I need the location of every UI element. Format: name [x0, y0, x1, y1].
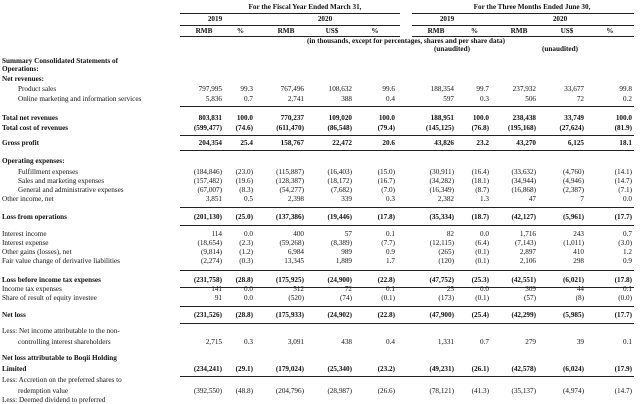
- table-cell: 33,677: [564, 85, 584, 93]
- unit-header-9: %: [606, 27, 614, 35]
- table-cell: (41.3): [471, 387, 489, 395]
- unit-header-8: US$: [560, 27, 574, 35]
- row-label: controlling interest shareholders: [18, 338, 111, 346]
- table-cell: (18.1): [471, 177, 489, 185]
- table-cell: (26.6): [377, 387, 395, 395]
- table-cell: (0.3): [239, 257, 253, 265]
- table-cell: 33,749: [564, 114, 584, 122]
- table-cell: 0.4: [386, 338, 395, 346]
- table-cell: 100.0: [236, 114, 253, 122]
- table-cell: (67,007): [197, 186, 222, 194]
- table-cell: (0.1): [475, 248, 489, 256]
- table-cell: (16.4): [471, 168, 489, 176]
- quarter-header-rule: [412, 13, 634, 14]
- table-cell: (234,241): [193, 365, 222, 373]
- table-cell: 1.3: [480, 195, 489, 203]
- table-cell: (0.0): [618, 294, 632, 302]
- table-cell: (25.4): [471, 311, 489, 319]
- table-cell: (17.7): [614, 311, 632, 319]
- table-cell: (4,946): [563, 177, 584, 185]
- table-cell: (14.7): [614, 387, 632, 395]
- row-label: Loss before income tax expenses: [2, 276, 101, 284]
- table-cell: 20.6: [382, 139, 395, 147]
- table-cell: 5,836: [205, 95, 222, 103]
- table-cell: 767,496: [280, 85, 304, 93]
- table-cell: (7.7): [381, 239, 395, 247]
- year-rule-quarter: [412, 25, 634, 26]
- table-cell: (18.7): [471, 213, 489, 221]
- table-cell: 0.0: [244, 285, 253, 293]
- row-label: Fair value change of derivative liabilities: [2, 257, 120, 265]
- table-cell: 99.6: [382, 85, 395, 93]
- row-label: Fulfillment expenses: [18, 168, 79, 176]
- table-cell: (35,137): [511, 387, 536, 395]
- year-rule: [180, 25, 400, 26]
- table-cell: 7: [580, 195, 584, 203]
- table-cell: 99.3: [240, 85, 253, 93]
- row-label: Interest income: [2, 230, 47, 238]
- table-cell: (29.1): [235, 365, 253, 373]
- table-cell: (74.6): [235, 124, 253, 132]
- table-cell: (14.7): [614, 177, 632, 185]
- table-cell: 1,716: [519, 230, 536, 238]
- table-cell: (42,127): [511, 213, 536, 221]
- row-label: Interest expense: [2, 239, 49, 247]
- table-cell: (16,403): [327, 168, 352, 176]
- table-cell: (7,143): [515, 239, 536, 247]
- table-cell: (35,334): [429, 213, 454, 221]
- table-cell: 100.0: [615, 114, 632, 122]
- table-cell: (0.1): [475, 257, 489, 265]
- table-cell: 309: [525, 285, 536, 293]
- table-cell: (179,024): [275, 365, 304, 373]
- table-cell: (24,900): [327, 276, 352, 284]
- table-cell: (7.0): [381, 186, 395, 194]
- table-cell: 0.0: [480, 230, 489, 238]
- row-label: General and administrative expenses: [18, 186, 124, 194]
- row-label: Operating expenses:: [2, 157, 65, 165]
- table-cell: (7.1): [618, 186, 632, 194]
- table-cell: 0.0: [244, 230, 253, 238]
- table-cell: 1,889: [335, 257, 352, 265]
- table-cell: (86,548): [327, 124, 352, 132]
- row-label: Loss from operations: [2, 213, 67, 221]
- table-cell: 1.7: [386, 257, 395, 265]
- table-cell: (28.8): [235, 276, 253, 284]
- table-cell: (8.3): [239, 186, 253, 194]
- table-cell: 3,851: [205, 195, 222, 203]
- table-cell: (231,526): [193, 311, 222, 319]
- table-cell: 298: [573, 257, 584, 265]
- row-label: Online marketing and information services: [18, 95, 142, 103]
- table-cell: 243: [573, 230, 584, 238]
- table-cell: 25: [446, 285, 454, 293]
- row-label: Gross profit: [2, 139, 40, 147]
- table-cell: 188,354: [430, 85, 454, 93]
- table-cell: (34,282): [429, 177, 454, 185]
- table-cell: (18,654): [197, 239, 222, 247]
- rule-gross-profit-bottom: [180, 150, 634, 151]
- table-cell: 188,951: [430, 114, 454, 122]
- table-cell: (8.7): [475, 186, 489, 194]
- row-label: Summary Consolidated Statements of: [2, 57, 118, 65]
- rule-loss-before-tax-bottom: [180, 287, 634, 288]
- table-cell: (18,172): [327, 177, 352, 185]
- table-cell: (42,551): [511, 276, 536, 284]
- table-cell: (79.4): [377, 124, 395, 132]
- table-cell: 0.2: [623, 95, 632, 103]
- table-cell: 100.0: [472, 114, 489, 122]
- table-cell: (7,682): [331, 186, 352, 194]
- table-cell: 0.7: [480, 338, 489, 346]
- unit-header-6: %: [470, 27, 479, 35]
- fiscal-header-rule: [180, 13, 400, 14]
- table-cell: (25,340): [327, 365, 352, 373]
- table-cell: 2,106: [519, 257, 536, 265]
- table-cell: (49,231): [429, 365, 454, 373]
- row-label: Operations:: [2, 65, 39, 73]
- rule-net-loss-top: [180, 306, 634, 307]
- rule-gross-profit-top: [180, 135, 634, 136]
- table-cell: 770,237: [280, 114, 304, 122]
- table-cell: 99.8: [619, 85, 632, 93]
- table-cell: (19.6): [235, 177, 253, 185]
- table-cell: (47,752): [429, 276, 454, 284]
- table-cell: (74): [340, 294, 352, 302]
- rule-loss-ops-top: [180, 207, 634, 208]
- table-cell: (15.0): [377, 168, 395, 176]
- table-cell: 1.2: [623, 248, 632, 256]
- year-2020-fiscal: 2020: [317, 15, 333, 23]
- table-cell: (30,911): [429, 168, 454, 176]
- unit-header-3: US$: [325, 27, 339, 35]
- table-cell: (175,933): [275, 311, 304, 319]
- table-cell: 279: [525, 338, 536, 346]
- table-cell: 0.1: [386, 285, 395, 293]
- table-cell: 72: [576, 95, 584, 103]
- table-cell: (392,550): [193, 387, 222, 395]
- rule-revenue-subtotal: [180, 106, 634, 107]
- table-cell: (2.3): [239, 239, 253, 247]
- table-cell: (42,299): [511, 311, 536, 319]
- table-cell: (9,814): [201, 248, 222, 256]
- table-cell: (22.8): [377, 276, 395, 284]
- row-label: Other income, net: [2, 195, 54, 203]
- table-cell: (1.2): [239, 248, 253, 256]
- table-cell: 0.7: [623, 230, 632, 238]
- table-cell: 512: [293, 285, 304, 293]
- table-cell: (12,115): [429, 239, 454, 247]
- row-label: Sales and marketing expenses: [18, 177, 105, 185]
- table-cell: 158,767: [280, 139, 304, 147]
- table-cell: 0.5: [244, 195, 253, 203]
- table-cell: 57: [344, 230, 352, 238]
- row-label: Share of result of equity investee: [2, 294, 97, 302]
- table-cell: (520): [288, 294, 304, 302]
- table-cell: (201,130): [193, 213, 222, 221]
- table-cell: (28.8): [235, 311, 253, 319]
- table-cell: 0.9: [386, 248, 395, 256]
- table-cell: 400: [293, 230, 304, 238]
- table-cell: (265): [438, 248, 454, 256]
- fiscal-year-header: For the Fiscal Year Ended March 31,: [248, 3, 362, 11]
- table-cell: (42,578): [511, 365, 536, 373]
- table-cell: 0.1: [386, 230, 395, 238]
- row-label: Net loss: [2, 311, 26, 319]
- row-label: Net revenues:: [2, 75, 44, 83]
- row-label: Less: Deemed dividend to preferred: [2, 396, 106, 404]
- table-cell: (4,760): [563, 168, 584, 176]
- table-cell: (8,389): [331, 239, 352, 247]
- table-cell: (48.8): [235, 387, 253, 395]
- table-cell: (231,758): [193, 276, 222, 284]
- table-cell: (23.2): [377, 365, 395, 373]
- table-cell: (16,349): [429, 186, 454, 194]
- table-cell: 0.3: [386, 195, 395, 203]
- table-cell: (81.9): [614, 124, 632, 132]
- table-cell: 2,741: [287, 95, 304, 103]
- table-cell: (175,925): [275, 276, 304, 284]
- table-cell: (22.8): [377, 311, 395, 319]
- table-cell: 3,091: [287, 338, 304, 346]
- table-cell: (76.8): [471, 124, 489, 132]
- table-cell: 410: [573, 248, 584, 256]
- table-cell: 2,715: [205, 338, 222, 346]
- table-cell: (6,024): [563, 365, 584, 373]
- table-cell: (17.9): [614, 365, 632, 373]
- table-cell: 0.9: [623, 257, 632, 265]
- table-cell: 2,398: [287, 195, 304, 203]
- table-cell: (3.0): [618, 239, 632, 247]
- table-cell: (26.1): [471, 365, 489, 373]
- table-cell: (33,632): [511, 168, 536, 176]
- table-cell: 0.7: [244, 95, 253, 103]
- table-cell: 803,831: [198, 114, 222, 122]
- table-cell: (19,446): [327, 213, 352, 221]
- unit-header-2: RMB: [277, 27, 295, 35]
- table-cell: 0.3: [480, 95, 489, 103]
- table-cell: 82: [446, 230, 454, 238]
- table-cell: (27,624): [559, 124, 584, 132]
- table-cell: (611,470): [276, 124, 304, 132]
- rule-attrib-bottom: [180, 376, 634, 377]
- table-cell: 13,345: [284, 257, 304, 265]
- table-cell: 989: [341, 248, 352, 256]
- table-cell: 1,331: [437, 338, 454, 346]
- table-cell: 109,020: [328, 114, 352, 122]
- table-cell: 0.0: [480, 285, 489, 293]
- row-label: Product sales: [18, 85, 57, 93]
- table-cell: (599,477): [193, 124, 222, 132]
- row-label: Total cost of revenues: [2, 124, 69, 132]
- table-cell: 108,632: [328, 85, 352, 93]
- table-cell: (17.8): [377, 213, 395, 221]
- year-2019-quarter: 2019: [439, 15, 455, 23]
- table-cell: (59,268): [279, 239, 304, 247]
- unit-header-4: %: [371, 27, 379, 35]
- table-cell: 597: [443, 95, 454, 103]
- rule-loss-ops-bottom: [180, 225, 634, 226]
- table-cell: 506: [525, 95, 536, 103]
- row-label: Less: Accretion on the preferred shares to: [2, 376, 122, 384]
- table-cell: (5,985): [563, 311, 584, 319]
- row-label: Other gains (losses), net: [2, 248, 72, 256]
- table-cell: 91: [214, 294, 222, 302]
- table-cell: 388: [341, 95, 352, 103]
- table-cell: 99.7: [476, 85, 489, 93]
- table-cell: 72: [344, 285, 352, 293]
- table-cell: 141: [211, 285, 222, 293]
- table-cell: (47,900): [429, 311, 454, 319]
- table-cell: (25.3): [471, 276, 489, 284]
- table-cell: (184,846): [193, 168, 222, 176]
- rule-loss-before-tax-top: [180, 270, 634, 271]
- table-cell: (173): [438, 294, 454, 302]
- units-note: (in thousands, except for percentages, shares and per share data): [307, 37, 505, 45]
- unit-header-5: RMB: [427, 27, 445, 35]
- table-cell: (0.1): [381, 294, 395, 302]
- row-label: Net loss attributable to Boqii Holding: [2, 354, 117, 362]
- row-label: Less: Net income attributable to the non-: [2, 327, 120, 335]
- unit-header-7: RMB: [510, 27, 528, 35]
- table-cell: 44: [576, 285, 584, 293]
- table-cell: 204,354: [198, 139, 222, 147]
- unaudited-label-1: (unaudited): [434, 45, 470, 53]
- table-cell: (24,902): [327, 311, 352, 319]
- table-cell: 0.3: [244, 338, 253, 346]
- table-cell: (54,277): [279, 186, 304, 194]
- row-label: redemption value: [18, 387, 69, 395]
- table-cell: (2,274): [201, 257, 222, 265]
- table-cell: 39: [576, 338, 584, 346]
- year-2019-fiscal: 2019: [207, 15, 223, 23]
- table-cell: (128,387): [275, 177, 304, 185]
- table-cell: (6.4): [475, 239, 489, 247]
- unit-header-1: %: [236, 27, 245, 35]
- table-cell: 114: [211, 230, 222, 238]
- rule-net-loss-bottom: [180, 323, 634, 324]
- table-cell: (0.1): [475, 294, 489, 302]
- table-cell: 0.1: [623, 285, 632, 293]
- table-cell: (195,168): [507, 124, 536, 132]
- table-cell: (145,125): [425, 124, 454, 132]
- table-cell: 0.0: [623, 195, 632, 203]
- table-cell: (8): [575, 294, 584, 302]
- table-cell: 0.4: [386, 95, 395, 103]
- unit-header-0: RMB: [195, 27, 213, 35]
- table-cell: (157,482): [193, 177, 222, 185]
- table-cell: 18.1: [619, 139, 632, 147]
- unaudited-label-2: (unaudited): [542, 45, 578, 53]
- table-cell: 238,438: [512, 114, 536, 122]
- table-cell: 2,382: [437, 195, 454, 203]
- table-cell: 25.4: [240, 139, 253, 147]
- row-label: Total net revenues: [2, 114, 58, 122]
- table-cell: (4,974): [563, 387, 584, 395]
- table-cell: 0.1: [623, 338, 632, 346]
- table-cell: (14.1): [614, 168, 632, 176]
- table-cell: (23.0): [235, 168, 253, 176]
- table-cell: 6,984: [287, 248, 304, 256]
- table-cell: 22,472: [332, 139, 352, 147]
- table-cell: 438: [341, 338, 352, 346]
- table-cell: 23.2: [476, 139, 489, 147]
- table-cell: (34,944): [511, 177, 536, 185]
- table-cell: (5,961): [563, 213, 584, 221]
- table-cell: (115,887): [276, 168, 304, 176]
- table-cell: (16.7): [377, 177, 395, 185]
- table-cell: 43,826: [434, 139, 454, 147]
- table-cell: 47: [528, 195, 536, 203]
- table-cell: (28,987): [327, 387, 352, 395]
- row-label: Income tax expenses: [2, 285, 62, 293]
- table-cell: (17.8): [614, 276, 632, 284]
- table-cell: (120): [438, 257, 454, 265]
- table-cell: (16,868): [511, 186, 536, 194]
- table-cell: 0.0: [244, 294, 253, 302]
- table-cell: (6,021): [563, 276, 584, 284]
- table-cell: 797,995: [198, 85, 222, 93]
- table-cell: (2,387): [563, 186, 584, 194]
- table-cell: (1,011): [563, 239, 584, 247]
- table-cell: (57): [524, 294, 536, 302]
- table-cell: 2,897: [519, 248, 536, 256]
- table-cell: (137,386): [275, 213, 304, 221]
- quarter-header: For the Three Months Ended June 30,: [473, 3, 591, 11]
- table-cell: (78,121): [429, 387, 454, 395]
- table-cell: 339: [341, 195, 352, 203]
- table-cell: (25.0): [235, 213, 253, 221]
- table-cell: (17.7): [614, 213, 632, 221]
- table-cell: 6,125: [567, 139, 584, 147]
- row-label: Limited: [2, 365, 27, 373]
- year-2020-quarter: 2020: [552, 15, 568, 23]
- table-cell: 43,270: [516, 139, 536, 147]
- table-cell: (204,796): [275, 387, 304, 395]
- table-cell: 237,932: [512, 85, 536, 93]
- table-cell: 100.0: [378, 114, 395, 122]
